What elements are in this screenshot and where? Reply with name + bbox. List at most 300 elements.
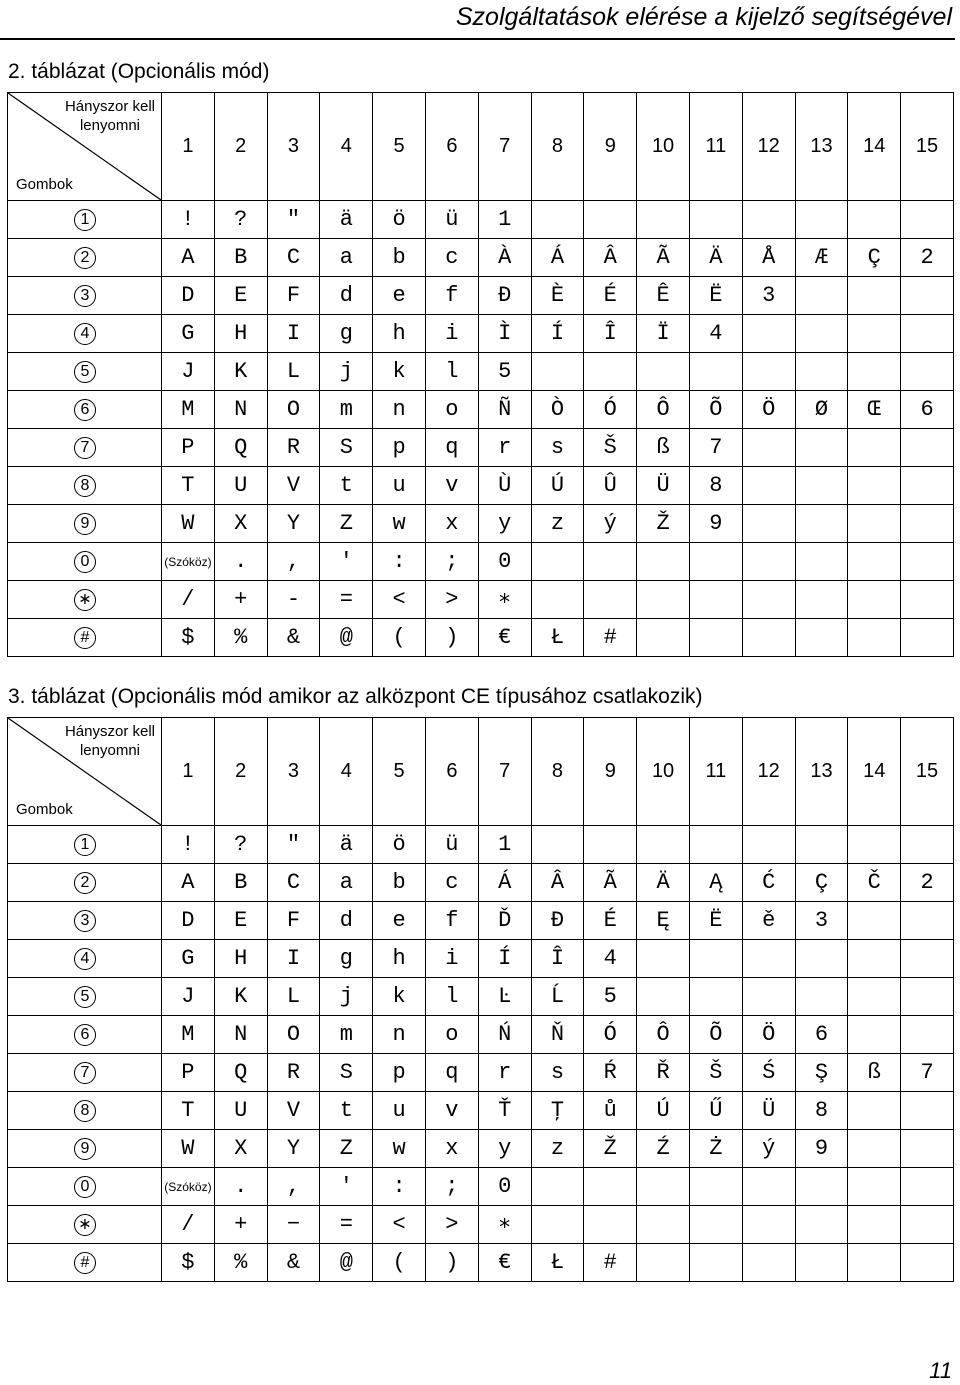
character-cell: 3 <box>742 277 795 315</box>
character-cell: Ï <box>637 315 690 353</box>
character-cell: & <box>267 1244 320 1282</box>
keys-label: Gombok <box>16 176 73 193</box>
character-cell: V <box>267 1092 320 1130</box>
character-cell: g <box>320 940 373 978</box>
character-cell: À <box>478 239 531 277</box>
character-cell: Ü <box>742 1092 795 1130</box>
character-cell: B <box>214 239 267 277</box>
character-cell: h <box>373 940 426 978</box>
table-row <box>8 543 954 581</box>
character-cell: p <box>373 1054 426 1092</box>
character-cell <box>689 978 742 1016</box>
character-cell: W <box>162 505 215 543</box>
character-cell: . <box>214 1168 267 1206</box>
character-cell: i <box>425 940 478 978</box>
character-cell: T <box>162 467 215 505</box>
character-cell <box>795 467 848 505</box>
character-cell <box>848 505 901 543</box>
character-cell: N <box>214 391 267 429</box>
character-cell: c <box>425 239 478 277</box>
table-row <box>8 581 954 619</box>
character-cell: ö <box>373 826 426 864</box>
character-cell: Š <box>584 429 637 467</box>
character-cell: C <box>267 864 320 902</box>
character-cell: Q <box>214 429 267 467</box>
column-header: 5 <box>373 93 426 201</box>
character-cell: ) <box>425 619 478 657</box>
character-cell <box>848 543 901 581</box>
character-cell: J <box>162 353 215 391</box>
key-cell <box>8 1168 162 1206</box>
character-cell: Ã <box>584 864 637 902</box>
character-cell: q <box>425 429 478 467</box>
key-2-icon: 2 <box>74 872 96 894</box>
key-2-icon: 2 <box>74 247 96 269</box>
character-cell: Ű <box>689 1092 742 1130</box>
character-cell: l <box>425 353 478 391</box>
column-header: 4 <box>320 718 373 826</box>
character-cell <box>901 543 954 581</box>
column-header: 10 <box>637 93 690 201</box>
character-cell: e <box>373 902 426 940</box>
table-row <box>8 1016 954 1054</box>
character-cell: Ø <box>795 391 848 429</box>
character-cell: 3 <box>795 902 848 940</box>
character-cell <box>901 978 954 1016</box>
character-cell: ü <box>425 201 478 239</box>
character-cell: S <box>320 429 373 467</box>
key-cell <box>8 391 162 429</box>
header-row <box>8 718 954 826</box>
character-cell: B <box>214 864 267 902</box>
character-cell: = <box>320 581 373 619</box>
character-cell <box>637 201 690 239</box>
character-cell: ″ <box>267 826 320 864</box>
character-cell <box>584 581 637 619</box>
key-star-icon: ∗ <box>74 589 96 611</box>
character-cell: + <box>214 1206 267 1244</box>
key-cell <box>8 619 162 657</box>
character-cell <box>637 1244 690 1282</box>
table-row <box>8 1244 954 1282</box>
character-cell: ö <box>373 201 426 239</box>
character-cell: k <box>373 978 426 1016</box>
character-cell: c <box>425 864 478 902</box>
character-cell: K <box>214 353 267 391</box>
character-cell <box>795 1206 848 1244</box>
character-cell: Ü <box>637 467 690 505</box>
character-cell: R <box>267 429 320 467</box>
character-cell: O <box>267 391 320 429</box>
character-cell: Y <box>267 1130 320 1168</box>
character-cell <box>901 277 954 315</box>
character-cell: Ť <box>478 1092 531 1130</box>
key-6-icon: 6 <box>74 1024 96 1046</box>
character-cell <box>689 1206 742 1244</box>
character-cell <box>795 201 848 239</box>
character-cell: 6 <box>901 391 954 429</box>
character-cell <box>848 1092 901 1130</box>
character-cell: M <box>162 1016 215 1054</box>
character-cell: E <box>214 902 267 940</box>
character-cell <box>689 543 742 581</box>
character-cell <box>795 826 848 864</box>
character-cell: G <box>162 940 215 978</box>
character-cell: ( <box>373 1244 426 1282</box>
key-9-icon: 9 <box>74 1138 96 1160</box>
character-cell: Õ <box>689 391 742 429</box>
character-cell: 2 <box>901 864 954 902</box>
character-table-2 <box>7 92 954 657</box>
table-row <box>8 940 954 978</box>
character-cell: H <box>214 315 267 353</box>
character-cell: ů <box>584 1092 637 1130</box>
character-cell: ß <box>637 429 690 467</box>
character-cell <box>901 581 954 619</box>
character-cell: (Szóköz) <box>162 1168 215 1206</box>
presses-label: Hányszor kell lenyomni <box>64 98 155 134</box>
character-cell: ; <box>425 543 478 581</box>
character-cell: S <box>320 1054 373 1092</box>
key-star-icon: ∗ <box>74 1214 96 1236</box>
character-cell: ä <box>320 826 373 864</box>
character-cell <box>901 505 954 543</box>
key-cell <box>8 239 162 277</box>
character-cell <box>637 940 690 978</box>
character-cell: n <box>373 1016 426 1054</box>
character-cell: Ù <box>478 467 531 505</box>
key-cell <box>8 1244 162 1282</box>
key-6-icon: 6 <box>74 399 96 421</box>
character-cell: o <box>425 391 478 429</box>
column-header: 11 <box>689 93 742 201</box>
character-cell <box>742 429 795 467</box>
character-cell <box>742 581 795 619</box>
character-cell: Š <box>689 1054 742 1092</box>
character-cell: Æ <box>795 239 848 277</box>
character-cell <box>637 978 690 1016</box>
character-cell: Ř <box>637 1054 690 1092</box>
character-cell: € <box>478 1244 531 1282</box>
character-cell <box>742 1206 795 1244</box>
column-header: 5 <box>373 718 426 826</box>
character-cell: K <box>214 978 267 1016</box>
character-cell <box>848 581 901 619</box>
key-cell <box>8 1092 162 1130</box>
key-cell <box>8 277 162 315</box>
character-cell: z <box>531 1130 584 1168</box>
character-cell: + <box>214 581 267 619</box>
character-cell <box>584 1168 637 1206</box>
table-row <box>8 902 954 940</box>
key-4-icon: 4 <box>74 948 96 970</box>
character-cell: Ô <box>637 1016 690 1054</box>
character-cell <box>531 353 584 391</box>
character-cell: 0 <box>478 543 531 581</box>
table-row <box>8 201 954 239</box>
character-cell <box>742 978 795 1016</box>
character-cell: 1 <box>478 201 531 239</box>
column-header: 7 <box>478 718 531 826</box>
key-cell <box>8 826 162 864</box>
table-row <box>8 467 954 505</box>
key-cell <box>8 505 162 543</box>
character-cell: 4 <box>689 315 742 353</box>
key-8-icon: 8 <box>74 475 96 497</box>
table-row <box>8 1130 954 1168</box>
character-cell: r <box>478 1054 531 1092</box>
character-cell <box>901 1168 954 1206</box>
character-cell: A <box>162 239 215 277</box>
character-cell: 6 <box>795 1016 848 1054</box>
column-header: 4 <box>320 93 373 201</box>
character-cell <box>742 467 795 505</box>
table-row <box>8 353 954 391</box>
character-cell: ″ <box>267 201 320 239</box>
character-cell: $ <box>162 1244 215 1282</box>
character-cell: < <box>373 581 426 619</box>
table-row <box>8 1092 954 1130</box>
key-cell <box>8 581 162 619</box>
character-cell: Ë <box>689 902 742 940</box>
character-cell <box>848 902 901 940</box>
table-row <box>8 315 954 353</box>
character-cell: Ź <box>637 1130 690 1168</box>
column-header: 13 <box>795 718 848 826</box>
character-cell <box>848 1168 901 1206</box>
character-cell <box>901 1016 954 1054</box>
character-cell: Z <box>320 1130 373 1168</box>
character-cell: f <box>425 902 478 940</box>
header-row <box>8 93 954 201</box>
key-0-icon: 0 <box>74 551 96 573</box>
column-header: 9 <box>584 93 637 201</box>
character-cell: € <box>478 619 531 657</box>
character-cell: 5 <box>478 353 531 391</box>
character-cell: Đ <box>478 277 531 315</box>
character-cell: i <box>425 315 478 353</box>
character-cell: s <box>531 1054 584 1092</box>
character-cell: Ŕ <box>584 1054 637 1092</box>
character-cell <box>637 581 690 619</box>
table-row <box>8 978 954 1016</box>
character-cell <box>901 429 954 467</box>
character-cell: Ž <box>637 505 690 543</box>
character-cell: v <box>425 467 478 505</box>
character-cell: Á <box>478 864 531 902</box>
character-cell <box>742 505 795 543</box>
character-cell: Q <box>214 1054 267 1092</box>
character-cell: Î <box>531 940 584 978</box>
character-cell: Ł <box>531 619 584 657</box>
key-8-icon: 8 <box>74 1100 96 1122</box>
character-cell: Õ <box>689 1016 742 1054</box>
key-3-icon: 3 <box>74 285 96 307</box>
character-cell <box>901 315 954 353</box>
character-cell: n <box>373 391 426 429</box>
column-header: 1 <box>162 93 215 201</box>
character-cell: Û <box>584 467 637 505</box>
character-cell: Í <box>478 940 531 978</box>
character-cell: P <box>162 429 215 467</box>
character-cell <box>531 1206 584 1244</box>
character-cell <box>901 902 954 940</box>
key-1-icon: 1 <box>74 834 96 856</box>
character-cell: ( <box>373 619 426 657</box>
character-cell: È <box>531 277 584 315</box>
character-cell: 8 <box>795 1092 848 1130</box>
table-row <box>8 1168 954 1206</box>
column-header: 10 <box>637 718 690 826</box>
character-cell: 0 <box>478 1168 531 1206</box>
character-cell: Ò <box>531 391 584 429</box>
character-cell: t <box>320 467 373 505</box>
character-cell: W <box>162 1130 215 1168</box>
character-cell: u <box>373 467 426 505</box>
character-cell: 7 <box>689 429 742 467</box>
character-cell: (Szóköz) <box>162 543 215 581</box>
character-cell: Ö <box>742 391 795 429</box>
character-cell: T <box>162 1092 215 1130</box>
character-cell <box>531 201 584 239</box>
key-cell <box>8 429 162 467</box>
character-cell <box>901 1130 954 1168</box>
character-cell: E <box>214 277 267 315</box>
column-header: 7 <box>478 93 531 201</box>
character-cell <box>531 826 584 864</box>
character-cell: p <box>373 429 426 467</box>
table-row <box>8 391 954 429</box>
table-row <box>8 429 954 467</box>
character-cell <box>689 1244 742 1282</box>
character-cell: y <box>478 505 531 543</box>
character-cell: 7 <box>901 1054 954 1092</box>
character-cell: ě <box>742 902 795 940</box>
character-cell <box>795 353 848 391</box>
character-cell: 2 <box>901 239 954 277</box>
character-cell <box>848 467 901 505</box>
key-4-icon: 4 <box>74 323 96 345</box>
character-cell: ′ <box>320 543 373 581</box>
character-cell: F <box>267 902 320 940</box>
character-cell <box>848 201 901 239</box>
character-cell: L <box>267 353 320 391</box>
key-hash-icon: # <box>74 1252 96 1274</box>
character-cell <box>637 1168 690 1206</box>
character-cell: Ú <box>531 467 584 505</box>
character-cell: > <box>425 1206 478 1244</box>
character-cell: Á <box>531 239 584 277</box>
column-header: 3 <box>267 718 320 826</box>
table-3-caption: 3. táblázat (Opcionális mód amikor az alközpont CE típusához csatlakozik) <box>8 685 703 708</box>
character-cell: ý <box>584 505 637 543</box>
character-cell <box>848 277 901 315</box>
character-cell: > <box>425 581 478 619</box>
character-cell: Ŀ <box>478 978 531 1016</box>
character-cell: Ç <box>848 239 901 277</box>
character-cell: a <box>320 864 373 902</box>
character-cell: V <box>267 467 320 505</box>
character-cell <box>584 826 637 864</box>
character-cell <box>742 315 795 353</box>
table-row <box>8 1206 954 1244</box>
character-cell: 5 <box>584 978 637 1016</box>
character-cell: Ĺ <box>531 978 584 1016</box>
column-header: 2 <box>214 93 267 201</box>
character-cell <box>795 543 848 581</box>
character-cell <box>848 429 901 467</box>
column-header: 2 <box>214 718 267 826</box>
character-cell: @ <box>320 619 373 657</box>
character-cell: H <box>214 940 267 978</box>
character-cell: q <box>425 1054 478 1092</box>
key-cell <box>8 543 162 581</box>
character-cell <box>637 543 690 581</box>
character-cell: Ç <box>795 864 848 902</box>
character-cell <box>795 315 848 353</box>
character-cell: o <box>425 1016 478 1054</box>
character-cell: < <box>373 1206 426 1244</box>
character-cell: Z <box>320 505 373 543</box>
character-cell: Ã <box>637 239 690 277</box>
table-row <box>8 864 954 902</box>
character-cell: d <box>320 902 373 940</box>
character-cell <box>742 201 795 239</box>
character-cell: L <box>267 978 320 1016</box>
character-cell <box>901 619 954 657</box>
column-header: 6 <box>425 93 478 201</box>
character-cell: D <box>162 277 215 315</box>
key-cell <box>8 940 162 978</box>
column-header: 6 <box>425 718 478 826</box>
character-cell <box>795 1244 848 1282</box>
character-cell: É <box>584 277 637 315</box>
column-header: 15 <box>901 718 954 826</box>
character-cell <box>584 543 637 581</box>
character-cell: Ô <box>637 391 690 429</box>
character-cell: Ó <box>584 391 637 429</box>
character-cell <box>795 277 848 315</box>
character-cell: f <box>425 277 478 315</box>
character-cell: r <box>478 429 531 467</box>
column-header: 3 <box>267 93 320 201</box>
column-header: 11 <box>689 718 742 826</box>
character-cell: u <box>373 1092 426 1130</box>
corner-header-cell <box>8 718 162 826</box>
character-cell: w <box>373 505 426 543</box>
character-cell: 4 <box>584 940 637 978</box>
column-header: 9 <box>584 718 637 826</box>
character-cell <box>637 619 690 657</box>
character-cell: Ś <box>742 1054 795 1092</box>
table-row <box>8 239 954 277</box>
character-cell <box>584 353 637 391</box>
key-cell <box>8 902 162 940</box>
character-cell <box>901 940 954 978</box>
character-cell: X <box>214 505 267 543</box>
character-cell: Ş <box>795 1054 848 1092</box>
character-cell: Œ <box>848 391 901 429</box>
key-cell <box>8 864 162 902</box>
character-cell: b <box>373 239 426 277</box>
character-cell: Č <box>848 864 901 902</box>
character-cell <box>848 940 901 978</box>
character-cell: G <box>162 315 215 353</box>
character-cell: Ć <box>742 864 795 902</box>
character-cell: y <box>478 1130 531 1168</box>
character-cell <box>848 1206 901 1244</box>
character-cell: k <box>373 353 426 391</box>
